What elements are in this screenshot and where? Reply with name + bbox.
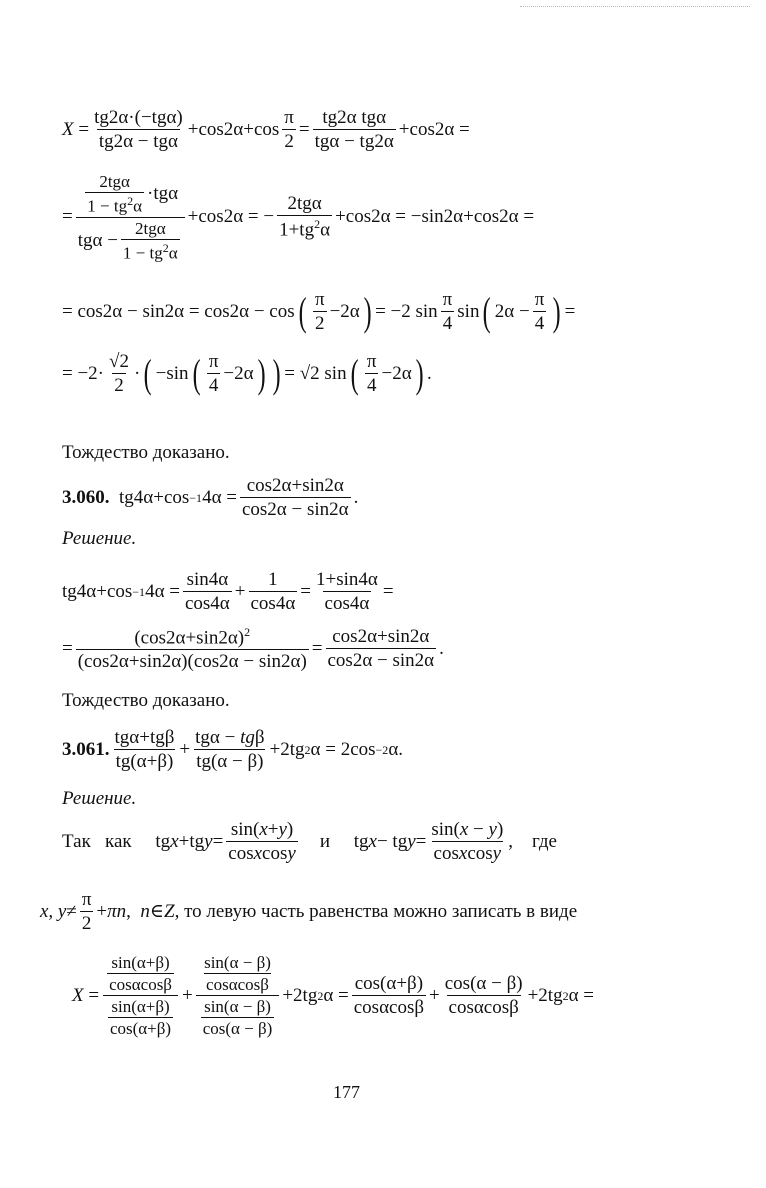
tak-kak-text: Так как (62, 831, 132, 852)
proved-text-1: Тождество доказано. (62, 442, 230, 463)
problem-3-061: 3.061. tgα+tgβ tg(α+β) + tgα − tgβ tg(α − β) +2tg 2 α = 2cos −2 α. (62, 727, 404, 772)
equation-x-line4: = −2· √2 2 · ( −sin ( π 4 −2α ) ) = √2 sin ( π 4 −2α ) . (62, 350, 432, 396)
page-number: 177 (333, 1082, 360, 1102)
scan-edge-line (520, 6, 750, 7)
equation-x-line1: X = tg2α·(−tgα) tg2α − tgα +cos2α+cos π 2 = tg2α tgα tgα − tg2α +cos2α = (62, 107, 470, 152)
final-equation: X = $\frac{\sin(\alpha+\beta)}{\cos\alpha\cos\beta}$ $\frac{\sin(\alpha+\beta)}{\cos(\alpha+\beta)}$ + $\frac{\sin(\alpha - \beta)}{\cos\alpha\cos\beta}$ $\frac{\sin(\alpha - \beta)}{\cos(\alpha - \beta)}$ +2tg 2 α = cos(α+β) cosαcosβ + cos(α − β) cosαcosβ +2tg 2 α = (72, 953, 594, 1038)
solution-061-line1: Так как tg x +tg y = sin(x+y) cosxcosy и tg x − tg y = sin(x − y) cosxcosy , где (62, 819, 557, 864)
solution-060-line1: tg4α+cos −1 4α = sin4α cos4α + 1 cos4α = 1+sin4α cos4α = (62, 569, 394, 614)
equation-x-line2: = 2tgα $1 - tg^2\alpha$ ·tgα tgα − 2tgα $1 - tg^2\alpha$ +cos2α = − 2tgα $1+tg^2\alpha$ +cos2α = −sin2α+cos2α = (62, 172, 535, 263)
solution-label-2: Решение. (62, 788, 137, 809)
proved-text-2: Тождество доказано. (62, 690, 230, 711)
problem-number-061: 3.061. (62, 739, 110, 760)
problem-3-060: 3.060. tg4α+cos −1 4α = cos2α+sin2α cos2α − sin2α . (62, 475, 359, 520)
solution-060-line2: = $(\cos 2\alpha+\sin 2\alpha)^2$ (cos2α+sin2α)(cos2α − sin2α) = cos2α+sin2α cos2α − sin2α . (62, 625, 444, 673)
equation-x-line3: = cos2α − sin2α = cos2α − cos ( π 2 −2α ) = −2 sin π 4 sin ( 2α − π 4 ) = (62, 288, 576, 334)
condition-line: x, y ≠ π 2 + πn , n ∈ Z , то левую часть равенства можно записать в виде (40, 889, 578, 934)
and-text: и (319, 831, 330, 852)
solution-label-1: Решение. (62, 528, 137, 549)
where-text: , где (508, 831, 557, 852)
problem-number-060: 3.060. (62, 487, 110, 508)
condition-text: , то левую часть равенства можно записать в виде (174, 901, 578, 922)
